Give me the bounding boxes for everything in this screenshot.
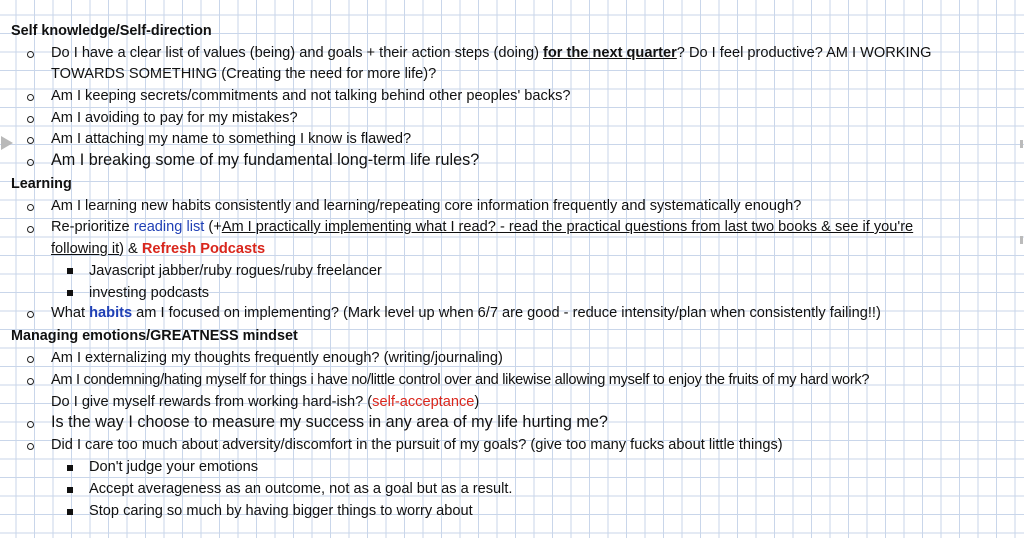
bullet-square-icon — [67, 509, 73, 515]
list-item-habits-focus: What habits am I focused on implementing? (Mark level up when 6/7 are good - reduce intensity/plan when consistently failing!!) — [51, 305, 881, 321]
section-title-learning: Learning — [11, 176, 72, 192]
bullet-circle-icon — [27, 94, 34, 101]
bullet-square-icon — [67, 290, 73, 296]
list-item-flawed: Am I attaching my name to something I know is flawed? — [51, 131, 412, 147]
bullet-circle-icon — [27, 137, 34, 144]
sub-item-podcasts-js: Javascript jabber/ruby rogues/ruby freelancer — [89, 263, 382, 279]
bullet-circle-icon — [27, 226, 34, 233]
bullet-circle-icon — [27, 421, 34, 428]
bullet-circle-icon — [27, 443, 34, 450]
scroll-marker — [1020, 236, 1023, 244]
list-item-reprioritize: Re-prioritize reading list (+Am I practically implementing what I read? - read the practical questions from last two books & see if you're — [51, 219, 914, 235]
list-item-mistakes: Am I avoiding to pay for my mistakes? — [51, 110, 298, 126]
bullet-circle-icon — [27, 378, 34, 385]
list-item-values-goals: Do I have a clear list of values (being) and goals + their action steps (doing) for the next quarter? Do I feel productive? AM I WORKING — [51, 45, 932, 61]
sub-item-stop-caring: Stop caring so much by having bigger things to worry about — [89, 503, 473, 519]
section-title-managing-emotions: Managing emotions/GREATNESS mindset — [11, 328, 298, 344]
bullet-circle-icon — [27, 356, 34, 363]
section-title-self-knowledge: Self knowledge/Self-direction — [11, 23, 212, 39]
bullet-circle-icon — [27, 204, 34, 211]
sub-item-investing: investing podcasts — [89, 285, 210, 301]
list-item-condemning: Am I condemning/hating myself for things i have no/little control over and likewise allowing myself to enjoy the fruits of my hard work? — [51, 372, 870, 388]
bullet-circle-icon — [27, 116, 34, 123]
list-item-measure-success: Is the way I choose to measure my success in any area of my life hurting me? — [51, 413, 608, 431]
list-item-learning-habits: Am I learning new habits consistently and learning/repeating core information frequently and systematically enough? — [51, 198, 802, 214]
bullet-circle-icon — [27, 311, 34, 318]
bullet-circle-icon — [27, 51, 34, 58]
list-item-reprioritize-cont: following it) & Refresh Podcasts — [51, 241, 266, 257]
sub-item-emotions: Don't judge your emotions — [89, 459, 259, 475]
list-item-externalizing: Am I externalizing my thoughts frequently enough? (writing/journaling) — [51, 350, 503, 366]
bullet-square-icon — [67, 268, 73, 274]
list-item-secrets: Am I keeping secrets/commitments and not talking behind other peoples' backs? — [51, 88, 571, 104]
list-item-condemning-cont: Do I give myself rewards from working hard-ish? (self-acceptance) — [51, 394, 480, 410]
bullet-square-icon — [67, 465, 73, 471]
bullet-circle-icon — [27, 159, 34, 166]
list-item-life-rules: Am I breaking some of my fundamental long-term life rules? — [51, 151, 480, 169]
collapse-arrow-icon[interactable] — [1, 136, 13, 150]
list-item-values-goals-cont: TOWARDS SOMETHING (Creating the need for more life)? — [51, 66, 437, 82]
list-item-adversity: Did I care too much about adversity/discomfort in the pursuit of my goals? (give too many fucks about little things) — [51, 437, 783, 453]
bullet-square-icon — [67, 487, 73, 493]
sub-item-averageness: Accept averageness as an outcome, not as a goal but as a result. — [89, 481, 513, 497]
scroll-marker — [1020, 140, 1023, 148]
reading-list-link[interactable]: reading list — [133, 219, 205, 235]
habits-link[interactable]: habits — [89, 305, 133, 321]
